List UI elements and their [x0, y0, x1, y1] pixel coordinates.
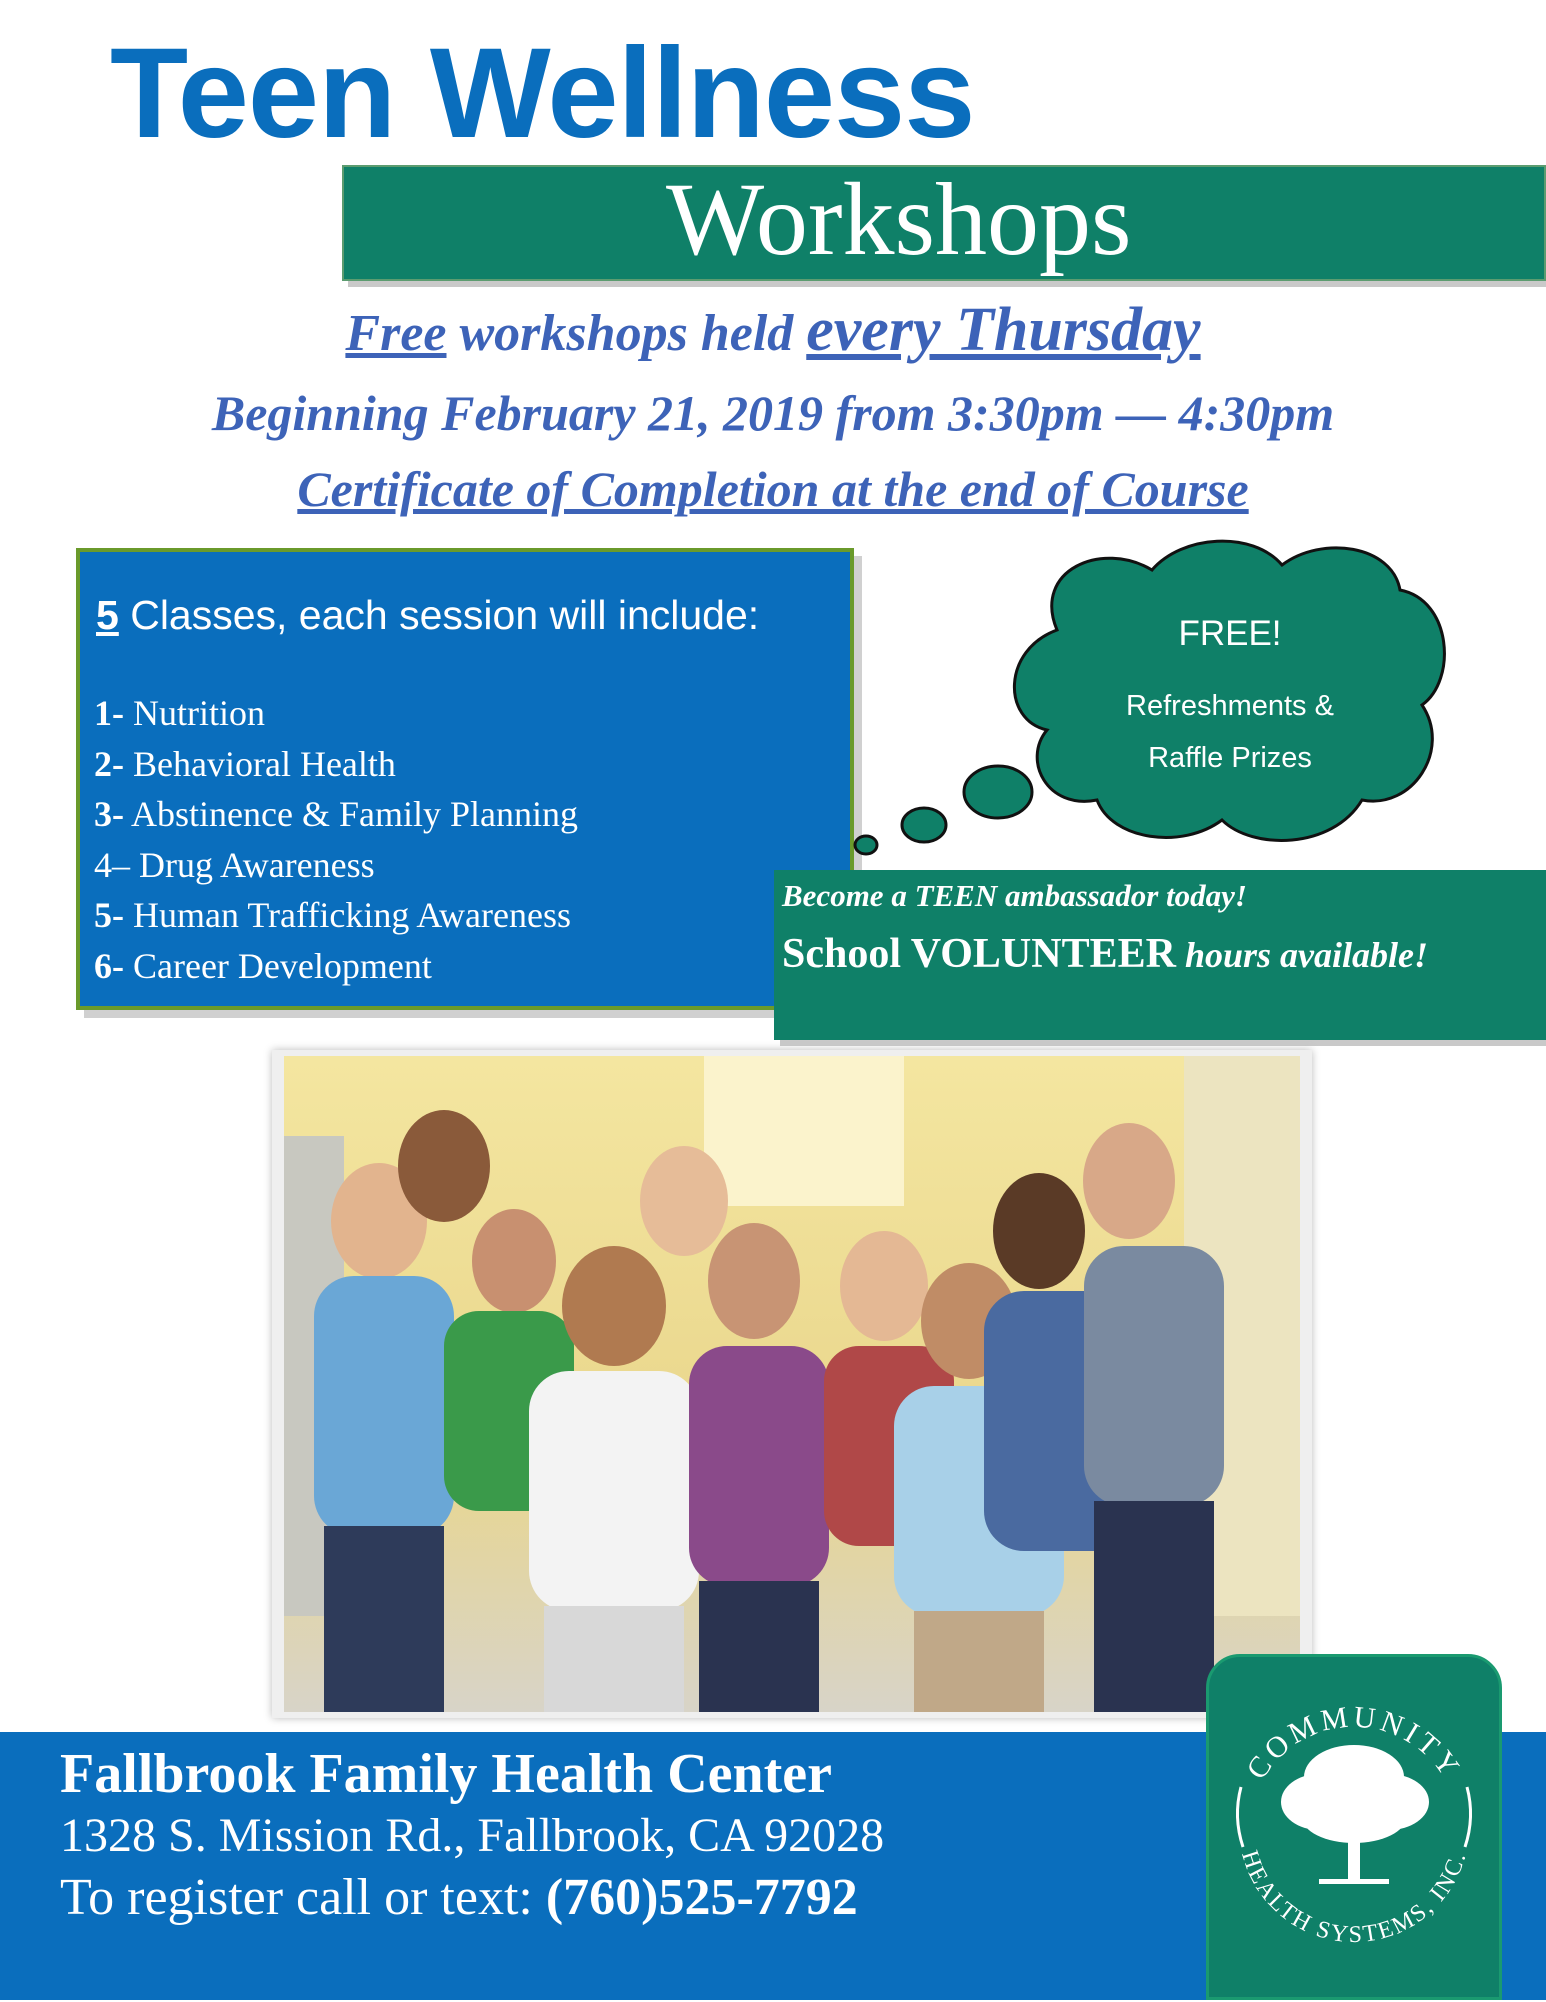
classes-heading	[96, 592, 759, 639]
clinic-address: 1328 S. Mission Rd., Fallbrook, CA 92028	[60, 1809, 885, 1862]
logo-emblem	[1209, 1657, 1499, 1997]
logo-top-text: COMMUNITY	[1240, 1700, 1468, 1786]
schedule-mid: workshops held	[446, 305, 807, 362]
free-word: Free	[345, 305, 447, 362]
classes-box	[76, 548, 854, 1010]
class-number: 4–	[94, 844, 130, 885]
cloud-free-text: FREE!	[1178, 614, 1282, 653]
logo-bottom-text: HEALTH SYSTEMS, INC.	[1236, 1847, 1472, 1949]
ambassador-line-2	[782, 930, 1428, 978]
class-number: 2-	[94, 743, 124, 784]
tree-icon	[1281, 1745, 1429, 1884]
register-line	[60, 1868, 858, 1927]
ambassador-line-1: Become a TEEN ambassador today!	[782, 878, 1247, 913]
class-label: Abstinence & Family Planning	[124, 794, 578, 834]
class-label: Behavioral Health	[124, 743, 396, 784]
class-number: 3-	[94, 794, 124, 834]
class-list	[94, 688, 578, 991]
class-label: Nutrition	[124, 693, 265, 733]
class-label: Human Trafficking Awareness	[124, 895, 571, 935]
phone-number: (760)525-7792	[545, 1869, 858, 1926]
list-item	[94, 789, 578, 840]
classes-count: 5	[96, 592, 119, 638]
list-item	[94, 688, 578, 739]
list-item	[94, 840, 578, 891]
volunteer-text: School VOLUNTEER	[782, 931, 1176, 977]
list-item	[94, 739, 578, 790]
clinic-name: Fallbrook Family Health Center	[60, 1743, 832, 1805]
schedule-day: every Thursday	[806, 296, 1201, 364]
register-text: To register call or text:	[60, 1869, 546, 1926]
certificate-line: Certificate of Completion at the end of Course	[297, 461, 1249, 517]
hours-text: hours available!	[1175, 935, 1429, 975]
class-number: 5-	[94, 895, 124, 935]
cloud-line-1: Refreshments &	[1126, 690, 1334, 722]
class-number: 1-	[94, 693, 124, 733]
class-label: Career Development	[124, 945, 432, 986]
teens-group-photo	[284, 1056, 1300, 1712]
list-item	[94, 941, 578, 992]
start-date-line: Beginning February 21, 2019 from 3:30pm — 4:30pm	[211, 385, 1335, 441]
community-health-logo	[1206, 1654, 1502, 2000]
cloud-line-2: Raffle Prizes	[1148, 742, 1312, 774]
class-number: 6-	[94, 945, 124, 986]
page-subtitle: Workshops	[666, 162, 1132, 277]
list-item	[94, 890, 578, 941]
schedule-line	[0, 296, 1546, 364]
page-title: Teen Wellness	[110, 22, 975, 165]
class-label: Drug Awareness	[130, 844, 375, 885]
classes-heading-text: Classes, each session will include:	[118, 592, 760, 638]
